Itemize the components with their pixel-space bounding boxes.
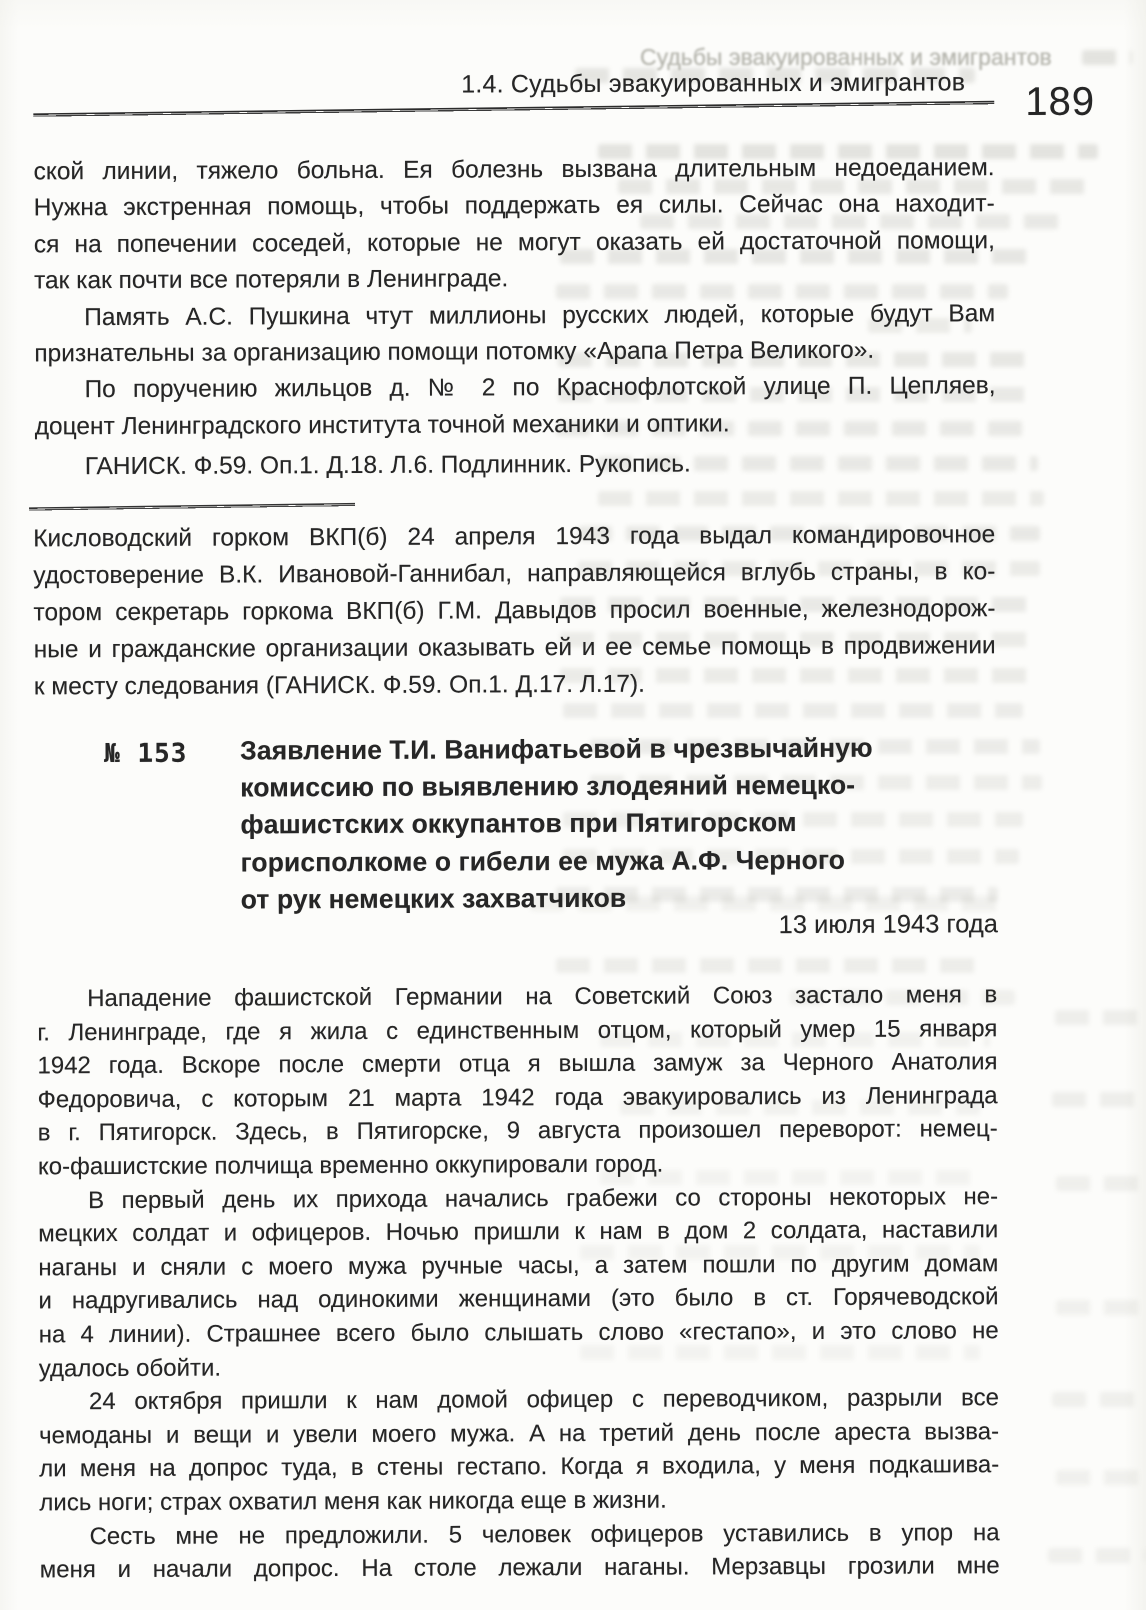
text-line: доцент Ленинградского института точной механики и оптики. <box>34 410 730 441</box>
footnote-separator <box>29 503 355 512</box>
text-line: к месту следования (ГАНИСК. Ф.59. Оп.1. Д.17. Л.17). <box>33 670 645 701</box>
text-line: так как почти все потеряли в Ленинграде. <box>34 265 509 295</box>
prev-document-continuation <box>34 150 996 445</box>
text-line: наганы и сняли с моего мужа ручные часы, а затем пошли по другим домам <box>38 1249 999 1282</box>
text-line: чемоданы и вещи и увели моего мужа. А на третий день после ареста вызва- <box>39 1417 1000 1450</box>
text-line: ко-фашистские полчища временно оккупировали город. <box>37 1150 664 1181</box>
paragraph <box>37 978 998 1184</box>
text-line: фашистских оккупантов при Пятигорском <box>240 807 797 840</box>
text-line: комиссию по выявлению злодеяний немецко- <box>240 769 856 803</box>
text-line: Заявление Т.И. Ванифатьевой в чрезвычайную <box>240 732 873 766</box>
text-line: По поручению жильцов д. № 2 по Краснофлотской улице П. Цепляев, <box>84 372 996 404</box>
text-line: Память А.С. Пушкина чтут миллионы русских людей, которые будут Вам <box>84 299 996 331</box>
text-line: меня и начали допрос. На столе лежали наганы. Мерзавцы грозили мне <box>39 1552 1000 1584</box>
text-line: удалось обойти. <box>38 1354 222 1382</box>
text-line: В первый день их прихода начались грабежи со стороны некоторых не- <box>88 1182 999 1214</box>
section-heading: 1.4. Судьбы эвакуированных и эмигрантов <box>461 68 966 99</box>
footnote-paragraph <box>33 516 996 705</box>
text-line: Нужна экстренная помощь, чтобы поддержать ея силы. Сейчас она находит- <box>33 190 995 222</box>
paragraph <box>38 1180 999 1386</box>
text-line: признательны за организацию помощи потомку «Арапа Петра Великого». <box>34 336 875 368</box>
text-line: на 4 линии). Страшнее всего было слышать слово «гестапо», и это слово не <box>38 1317 999 1349</box>
text-line: ся на попечении соседей, которые не могут оказать ей достаточной помощи, <box>33 226 995 259</box>
text-line: 1942 года. Вскоре после смерти отца я вышла замуж за Черного Анатолия <box>37 1048 998 1080</box>
bleedthrough-header-echo: Судьбы эвакуированных и эмигрантов <box>640 44 1052 70</box>
text-line: ные и гражданские организации оказывать ей и ее семье помощь в продвижении <box>33 632 996 664</box>
paragraph <box>34 369 995 446</box>
text-line: г. Ленинграде, где я жила с единственным отцом, который умер 15 января <box>37 1014 998 1046</box>
document-number: № 153 <box>104 738 188 770</box>
paragraph <box>39 1381 1000 1520</box>
text-line: в г. Пятигорск. Здесь, в Пятигорске, 9 августа произошел переворот: немец- <box>37 1115 998 1147</box>
header-rule <box>33 101 994 118</box>
paragraph <box>34 150 996 300</box>
document-date: 13 июля 1943 года <box>778 910 998 940</box>
page-number: 189 <box>1025 79 1096 125</box>
archive-reference: ГАНИСК. Ф.59. Оп.1. Д.18. Л.6. Подлинник. Рукопись. <box>84 450 691 481</box>
text-line: Федоровича, с которым 21 марта 1942 года эвакуировались из Ленинграда <box>37 1081 998 1114</box>
text-line: 24 октября пришли к нам домой офицер с переводчиком, разрыли все <box>88 1384 1000 1416</box>
text-line: и надругивались над одинокими женщинами (это было в ст. Горячеводской <box>38 1283 999 1315</box>
text-line: Нападение фашистской Германии на Советский Союз застало меня в <box>87 981 998 1013</box>
text-line: лись ноги; страх охватил меня как никогда еще в жизни. <box>39 1486 667 1517</box>
text-line: ли меня на допрос туда, в стены гестапо. Когда я входила, у меня подкашива- <box>39 1451 1000 1483</box>
text-line: Сесть мне не предложили. 5 человек офицеров уставились в упор на <box>89 1518 1000 1550</box>
document-153-body <box>37 978 1000 1587</box>
text-line: ской линии, тяжело больна. Ея болезнь вызвана длительным недоеданием. <box>33 154 995 186</box>
text-line: тором секретарь горкома ВКП(б) Г.М. Давыдов просил военные, железнодорож- <box>33 595 996 627</box>
text-line: горисполкоме о гибели ее мужа А.Ф. Черного <box>240 844 846 878</box>
paragraph <box>34 296 995 373</box>
paragraph <box>39 1516 999 1587</box>
document-title <box>240 729 961 918</box>
text-line: Кисловодский горком ВКП(б) 24 апреля 1943 года выдал командировочное <box>33 521 996 553</box>
text-line: удостоверение В.К. Ивановой-Ганнибал, направляющейся вглубь страны, в ко- <box>33 558 996 590</box>
text-line: от рук немецких захватчиков <box>240 882 627 915</box>
paragraph <box>33 516 996 705</box>
text-line: мецких солдат и офицеров. Ночью пришли к нам в дом 2 солдата, наставили <box>38 1216 999 1248</box>
